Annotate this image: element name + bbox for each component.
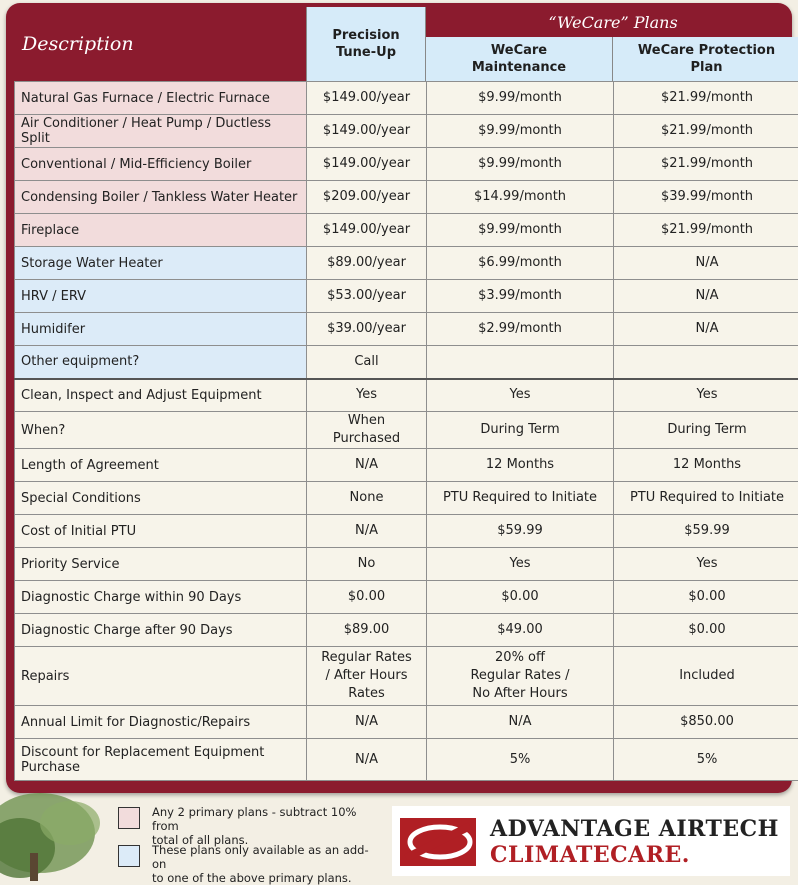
row-wecare-maintenance: During Term [427, 412, 614, 449]
row-precision-tune-up: Yes [307, 379, 427, 412]
table-row [15, 548, 798, 581]
row-wecare-maintenance: $49.00 [427, 614, 614, 647]
row-description: Annual Limit for Diagnostic/Repairs [15, 706, 307, 739]
row-description: Conventional / Mid-Efficiency Boiler [15, 148, 307, 181]
row-description: Diagnostic Charge within 90 Days [15, 581, 307, 614]
row-precision-tune-up: $149.00/year [307, 214, 427, 247]
row-wecare-protection: N/A [614, 247, 798, 280]
row-precision-tune-up: $149.00/year [307, 148, 427, 181]
row-wecare-protection: $0.00 [614, 581, 798, 614]
table-row [15, 148, 798, 181]
row-wecare-maintenance: $9.99/month [427, 115, 614, 148]
legend-addon [118, 843, 382, 885]
legend-primary-text: Any 2 primary plans - subtract 10% from total of all plans. [152, 805, 382, 847]
row-wecare-maintenance: Yes [427, 548, 614, 581]
row-description: Condensing Boiler / Tankless Water Heater [15, 181, 307, 214]
table-row [15, 449, 798, 482]
row-wecare-maintenance [427, 346, 614, 379]
row-description: Priority Service [15, 548, 307, 581]
row-wecare-maintenance: $2.99/month [427, 313, 614, 346]
row-wecare-protection: $850.00 [614, 706, 798, 739]
row-wecare-protection: 12 Months [614, 449, 798, 482]
row-precision-tune-up: N/A [307, 739, 427, 781]
tree-image [0, 793, 110, 881]
table-row [15, 581, 798, 614]
row-description: Storage Water Heater [15, 247, 307, 280]
row-wecare-maintenance: 12 Months [427, 449, 614, 482]
header-wecare-plans: “WeCare” Plans [426, 7, 798, 37]
row-description: When? [15, 412, 307, 449]
table-row [15, 482, 798, 515]
row-wecare-protection: PTU Required to Initiate [614, 482, 798, 515]
table-row [15, 313, 798, 346]
row-precision-tune-up: Regular Rates / After Hours Rates [307, 647, 427, 706]
row-description: HRV / ERV [15, 280, 307, 313]
row-precision-tune-up: $149.00/year [307, 115, 427, 148]
table-row [15, 280, 798, 313]
table-header [14, 7, 798, 81]
row-wecare-maintenance: $14.99/month [427, 181, 614, 214]
pricing-table-body [15, 82, 798, 781]
row-description: Fireplace [15, 214, 307, 247]
table-row [15, 379, 798, 412]
row-description: Humidifer [15, 313, 307, 346]
row-wecare-protection [614, 346, 798, 379]
row-wecare-maintenance: $59.99 [427, 515, 614, 548]
row-precision-tune-up: No [307, 548, 427, 581]
table-row [15, 346, 798, 379]
row-precision-tune-up: $149.00/year [307, 82, 427, 115]
row-wecare-protection: $21.99/month [614, 148, 798, 181]
row-wecare-maintenance: 5% [427, 739, 614, 781]
row-description: Air Conditioner / Heat Pump / Ductless Split [15, 115, 307, 148]
row-description: Repairs [15, 647, 307, 706]
row-wecare-maintenance: $0.00 [427, 581, 614, 614]
row-wecare-maintenance: $9.99/month [427, 214, 614, 247]
legend-addon-text: These plans only available as an add-on to one of the above primary plans. [152, 843, 382, 885]
table-row [15, 181, 798, 214]
logo-swoosh-icon [400, 818, 476, 866]
row-description: Discount for Replacement Equipment Purchase [15, 739, 307, 781]
row-precision-tune-up: N/A [307, 515, 427, 548]
table-row [15, 115, 798, 148]
table-row [15, 739, 798, 781]
header-wecare-maintenance: WeCare Maintenance [426, 37, 613, 81]
row-wecare-protection: $21.99/month [614, 82, 798, 115]
row-wecare-protection: During Term [614, 412, 798, 449]
row-wecare-protection: $0.00 [614, 614, 798, 647]
row-description: Diagnostic Charge after 90 Days [15, 614, 307, 647]
row-wecare-protection: N/A [614, 313, 798, 346]
row-wecare-protection: $21.99/month [614, 115, 798, 148]
table-row [15, 247, 798, 280]
row-wecare-maintenance: N/A [427, 706, 614, 739]
table-row [15, 515, 798, 548]
row-wecare-protection: $39.99/month [614, 181, 798, 214]
pricing-card [6, 3, 792, 793]
row-wecare-maintenance: 20% off Regular Rates / No After Hours [427, 647, 614, 706]
row-wecare-maintenance: PTU Required to Initiate [427, 482, 614, 515]
table-row [15, 706, 798, 739]
row-wecare-protection: Included [614, 647, 798, 706]
header-description: Description [14, 7, 306, 81]
logo-line-1: ADVANTAGE AIRTECH [490, 816, 779, 842]
table-row [15, 82, 798, 115]
row-precision-tune-up: $0.00 [307, 581, 427, 614]
row-wecare-maintenance: $9.99/month [427, 82, 614, 115]
row-precision-tune-up: $89.00/year [307, 247, 427, 280]
row-description: Cost of Initial PTU [15, 515, 307, 548]
row-wecare-maintenance: Yes [427, 379, 614, 412]
row-precision-tune-up: $39.00/year [307, 313, 427, 346]
row-wecare-maintenance: $6.99/month [427, 247, 614, 280]
row-description: Other equipment? [15, 346, 307, 379]
primary-swatch [118, 807, 140, 829]
row-wecare-protection: N/A [614, 280, 798, 313]
row-description: Clean, Inspect and Adjust Equipment [15, 379, 307, 412]
row-precision-tune-up: N/A [307, 449, 427, 482]
row-description: Length of Agreement [15, 449, 307, 482]
row-precision-tune-up: When Purchased [307, 412, 427, 449]
row-precision-tune-up: None [307, 482, 427, 515]
row-precision-tune-up: $209.00/year [307, 181, 427, 214]
header-wecare-protection: WeCare Protection Plan [613, 37, 798, 81]
row-description: Special Conditions [15, 482, 307, 515]
row-wecare-maintenance: $3.99/month [427, 280, 614, 313]
row-precision-tune-up: N/A [307, 706, 427, 739]
row-wecare-protection: 5% [614, 739, 798, 781]
logo-line-2: CLIMATECARE. [490, 842, 690, 868]
header-precision-tune-up: Precision Tune-Up [306, 7, 426, 81]
row-wecare-protection: Yes [614, 548, 798, 581]
row-precision-tune-up: Call [307, 346, 427, 379]
row-wecare-protection: Yes [614, 379, 798, 412]
row-wecare-protection: $59.99 [614, 515, 798, 548]
row-precision-tune-up: $53.00/year [307, 280, 427, 313]
row-wecare-maintenance: $9.99/month [427, 148, 614, 181]
addon-swatch [118, 845, 140, 867]
table-row [15, 614, 798, 647]
row-precision-tune-up: $89.00 [307, 614, 427, 647]
company-logo [392, 806, 790, 876]
table-row [15, 412, 798, 449]
table-row [15, 214, 798, 247]
legend-primary [118, 805, 382, 847]
row-description: Natural Gas Furnace / Electric Furnace [15, 82, 307, 115]
table-row [15, 647, 798, 706]
row-wecare-protection: $21.99/month [614, 214, 798, 247]
pricing-table [14, 81, 798, 781]
